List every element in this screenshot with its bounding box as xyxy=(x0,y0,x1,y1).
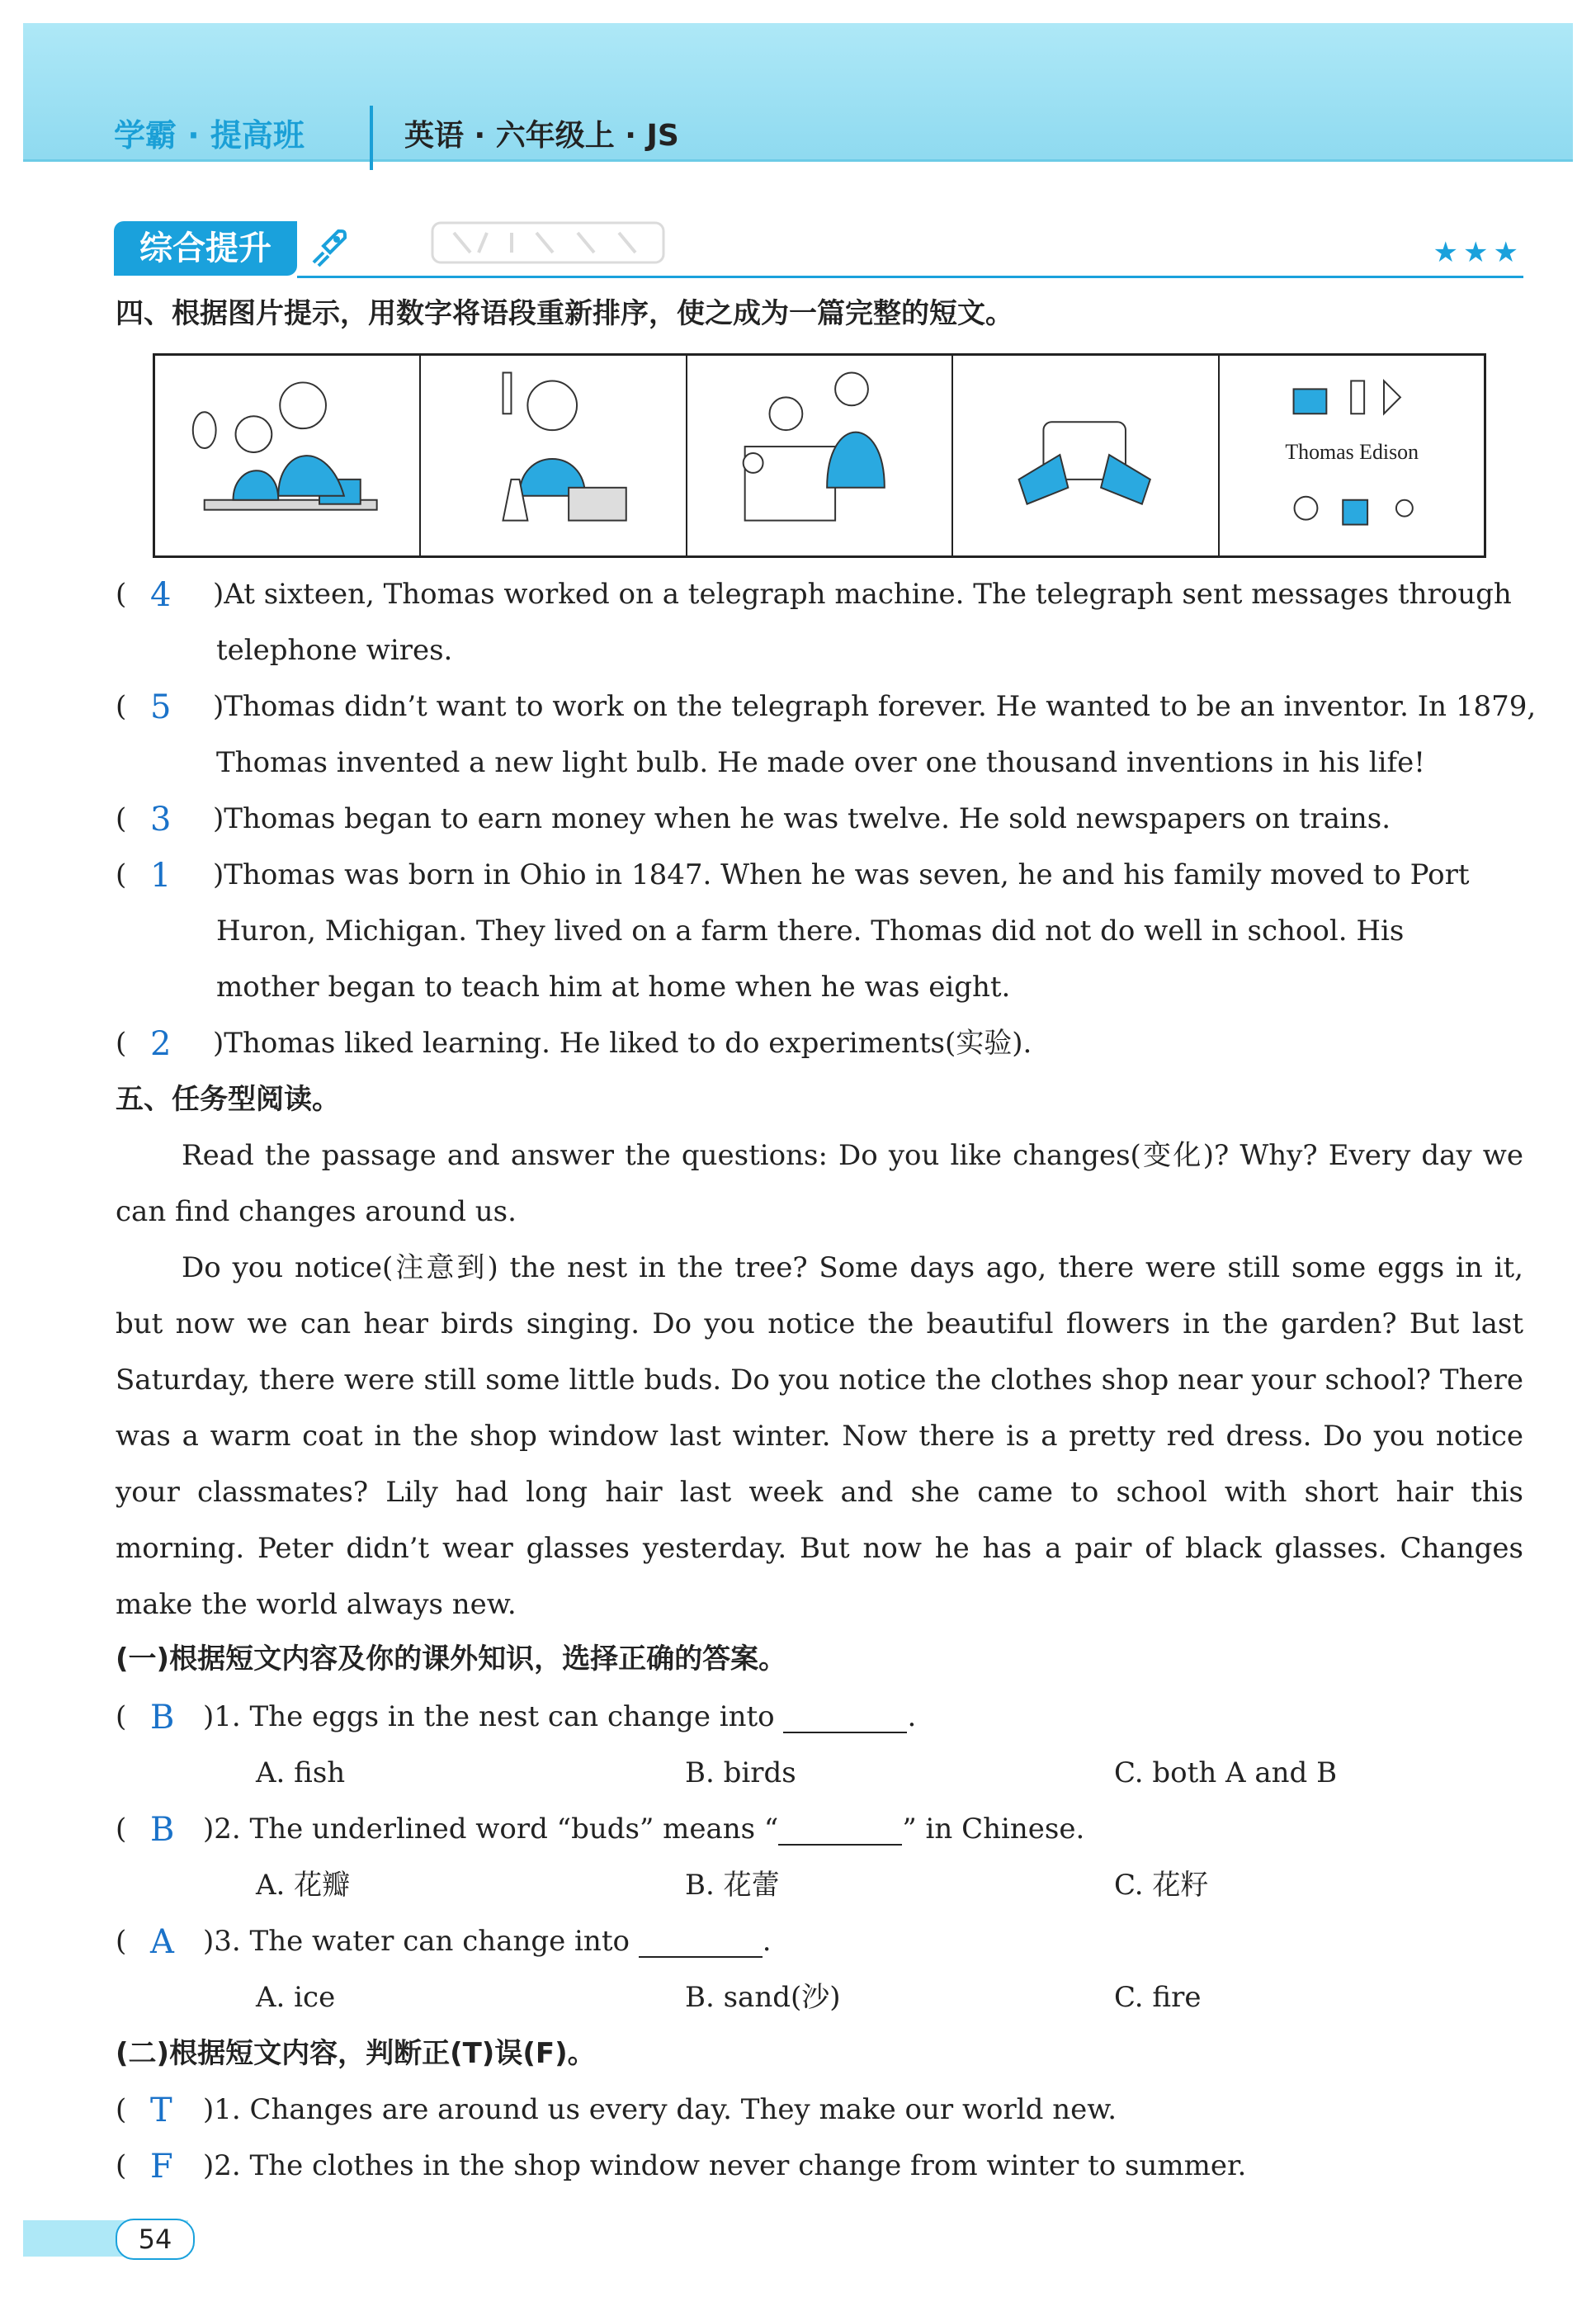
picture-boy-experiment xyxy=(421,356,687,555)
part2-heading: (二)根据短文内容，判断正(T)误(F)。 xyxy=(116,2037,596,2070)
mc-question: ( xyxy=(116,1700,127,1733)
picture-telegraph xyxy=(953,356,1219,555)
picture-inventions xyxy=(1220,356,1484,555)
tf-answer: T xyxy=(150,2091,172,2129)
q4-item-text: Thomas invented a new light bulb. He made over one thousand inventions in his life! xyxy=(216,746,1425,779)
q4-answer: 2 xyxy=(150,1025,172,1063)
q4-item: ( xyxy=(116,1027,127,1060)
brand-label: 学霸 · 提高班 xyxy=(114,117,305,154)
mc-question-text: )1. The eggs in the nest can change into . xyxy=(203,1700,917,1733)
q4-item-text: )Thomas didn’t want to work on the telegraph forever. He wanted to be an inventor. In 1879, xyxy=(213,690,1537,723)
page-header xyxy=(23,23,1573,162)
tf-question-text: )1. Changes are around us every day. They make our world new. xyxy=(203,2093,1117,2126)
option-c: C. 花籽 xyxy=(1114,1869,1209,1902)
inventor-caption: Thomas Edison xyxy=(1285,439,1419,464)
q4-item-text: )Thomas began to earn money when he was twelve. He sold newspapers on trains. xyxy=(213,802,1391,835)
option-c: C. both A and B xyxy=(1114,1756,1338,1789)
difficulty-stars: ★★★ xyxy=(1433,236,1523,269)
q4-answer: 4 xyxy=(150,576,172,614)
telegraph-hands-illustration xyxy=(953,356,1217,555)
newspaper-boy-illustration xyxy=(687,356,951,555)
q4-item-text: )Thomas liked learning. He liked to do experiments(实验). xyxy=(213,1027,1032,1060)
q4-item-text: )Thomas was born in Ohio in 1847. When he was seven, he and his family moved to Port xyxy=(213,858,1470,891)
q4-heading: 四、根据图片提示，用数字将语段重新排序，使之成为一篇完整的短文。 xyxy=(116,297,1013,330)
subject-label: 英语 · 六年级上 · JS xyxy=(404,119,679,153)
tf-question: ( xyxy=(116,2149,127,2182)
q4-answer: 5 xyxy=(150,688,172,726)
q4-item: ( xyxy=(116,690,127,723)
section-divider xyxy=(297,276,1523,278)
q4-item: ( xyxy=(116,802,127,835)
rocket-icon xyxy=(305,225,352,271)
tf-answer: F xyxy=(150,2148,173,2186)
passage-body: Do you notice(注意到) the nest in the tree? Some days ago, there were still some eggs in it, but now we can hear birds singing. Do you notice the beautiful flowers in the garden? But last Saturday, there were still some little buds. Do you notice the clothes shop near your school? There was a warm coat in the shop window last winter. Now there is a pretty red dress. Do you notice your classmates? Lily had long hair last week and she came to school with short hair this morning. Peter didn’t wear glasses yesterday. But now he has a pair of black glasses. Changes make the world always new. xyxy=(116,1251,1523,1621)
passage-intro: Read the passage and answer the questions: Do you like changes(变化)? Why? Every day we can find changes around us. xyxy=(116,1139,1523,1228)
tf-question: ( xyxy=(116,2093,127,2126)
q4-item-text: Huron, Michigan. They lived on a farm there. Thomas did not do well in school. His xyxy=(216,915,1405,948)
mother-teaching-illustration xyxy=(155,356,419,555)
picture-mother-teaching xyxy=(155,356,421,555)
section-title: 综合提升 xyxy=(114,221,297,276)
boy-experiment-illustration xyxy=(421,356,685,555)
mc-answer: A xyxy=(150,1923,174,1961)
mc-question-text: )3. The water can change into . xyxy=(203,1925,772,1958)
option-b: B. 花蕾 xyxy=(685,1869,780,1902)
q4-answer: 3 xyxy=(150,801,172,839)
option-b: B. sand(沙) xyxy=(685,1981,841,2014)
page-number: 54 xyxy=(116,2219,195,2260)
mc-answer: B xyxy=(150,1811,175,1849)
mc-answer: B xyxy=(150,1699,175,1737)
part1-heading: (一)根据短文内容及你的课外知识，选择正确的答案。 xyxy=(116,1642,787,1676)
option-a: A. ice xyxy=(256,1981,336,2014)
q4-item-text: mother began to teach him at home when he was eight. xyxy=(216,971,1011,1004)
watermark-logo xyxy=(429,216,668,269)
q4-item-text: )At sixteen, Thomas worked on a telegraph machine. The telegraph sent messages through xyxy=(213,578,1512,611)
mc-question: ( xyxy=(116,1925,127,1958)
tf-question-text: )2. The clothes in the shop window never change from winter to summer. xyxy=(203,2149,1247,2182)
q4-answer: 1 xyxy=(150,857,172,895)
option-b: B. birds xyxy=(685,1756,796,1789)
q4-item-text: telephone wires. xyxy=(216,634,453,667)
option-a: A. fish xyxy=(256,1756,346,1789)
q4-item: ( xyxy=(116,858,127,891)
mc-question-text: )2. The underlined word “buds” means “ ” in Chinese. xyxy=(203,1813,1085,1846)
option-c: C. fire xyxy=(1114,1981,1202,2014)
picture-strip xyxy=(153,353,1486,558)
inventions-illustration xyxy=(1220,356,1484,555)
mc-question: ( xyxy=(116,1813,127,1846)
q4-item: ( xyxy=(116,578,127,611)
picture-selling-newspapers xyxy=(687,356,953,555)
option-a: A. 花瓣 xyxy=(256,1869,351,1902)
header-divider xyxy=(370,106,373,170)
q5-heading: 五、任务型阅读。 xyxy=(116,1083,340,1116)
